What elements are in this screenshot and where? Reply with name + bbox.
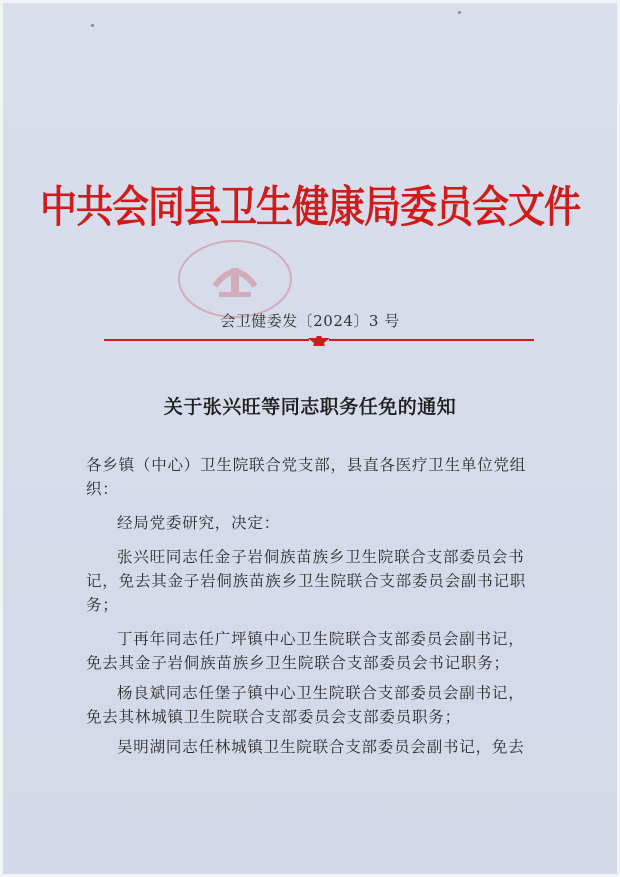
document-header-title: 中共会同县卫生健康局委员会文件 <box>40 180 580 233</box>
appointment-item-1: 张兴旺同志任金子岩侗族苗族乡卫生院联合支部委员会书 <box>117 548 525 566</box>
appointment-item-4: 吴明湖同志任林城镇卫生院联合支部委员会副书记，免去 <box>117 738 525 756</box>
scan-speck <box>91 24 94 27</box>
decision-line: 经局党委研究，决定： <box>117 514 281 532</box>
appointment-item-1-cont: 记，免去其金子岩侗族苗族乡卫生院联合支部委员会副书记职 <box>86 572 527 590</box>
appointment-item-3-cont: 免去其林城镇卫生院联合支部委员会支部委员职务； <box>86 708 461 726</box>
appointment-item-1-cont: 务； <box>86 596 119 614</box>
document-number: 会卫健委发〔2024〕3 号 <box>220 312 400 330</box>
addressee-line: 织： <box>86 480 119 498</box>
red-divider <box>104 336 534 346</box>
star-icon <box>308 336 330 346</box>
scan-speck <box>458 11 461 14</box>
appointment-item-3: 杨良斌同志任堡子镇中心卫生院联合支部委员会副书记， <box>117 684 525 702</box>
appointment-item-2-cont: 免去其金子岩侗族苗族乡卫生院联合支部委员会书记职务； <box>86 654 510 672</box>
party-seal-icon <box>175 238 295 320</box>
appointment-item-2: 丁再年同志任广坪镇中心卫生院联合支部委员会副书记， <box>117 630 525 648</box>
addressee-line: 各乡镇（中心）卫生院联合党支部，县直各医疗卫生单位党组 <box>86 456 527 474</box>
notice-title: 关于张兴旺等同志职务任免的通知 <box>163 396 457 418</box>
notice-body <box>86 453 538 759</box>
